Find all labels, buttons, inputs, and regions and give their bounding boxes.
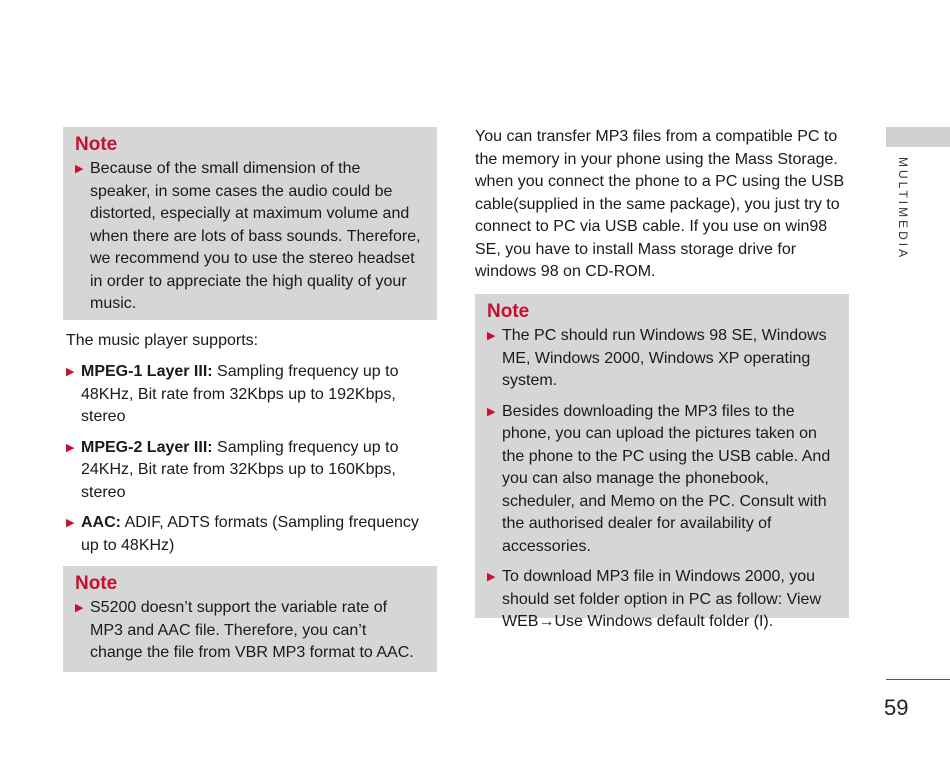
note-bullet [487, 566, 835, 634]
right-triangle-icon: ▶ [487, 330, 496, 342]
right-triangle-icon: ▶ [75, 602, 84, 614]
note-box-pc [475, 294, 849, 630]
page-number-rule [886, 679, 950, 680]
right-triangle-icon: ▶ [66, 517, 75, 529]
list-item [66, 361, 434, 429]
note-text: Besides downloading the MP3 files to the phone, you can upload the pictures taken on the phone to the PC using the USB cable. And you can also manage the phonebook, scheduler, and Memo on the PC. Consult with the authorised dealer for availability of accessories. [502, 402, 831, 555]
format-text: Sampling frequency up to 48KHz, Bit rate from 32Kbps up to 192Kbps, stereo [81, 363, 399, 425]
format-label: AAC: [81, 514, 121, 531]
right-triangle-icon: ▶ [66, 441, 75, 454]
music-player-intro: The music player supports: [66, 332, 259, 349]
note-title: Note [487, 301, 530, 322]
page-number: 59 [884, 695, 909, 720]
format-label: MPEG-2 Layer III: [81, 438, 213, 456]
note-title: Note [75, 573, 118, 594]
format-label: MPEG-1 Layer III: [81, 363, 213, 380]
note-bullet [75, 597, 423, 665]
note-text: To download MP3 file in Windows 2000, you should set folder option in PC as follow: View WEB→Use Windows default folder (I). [502, 568, 821, 630]
list-item [66, 437, 434, 505]
section-tab [886, 127, 950, 147]
note-title: Note [75, 134, 118, 155]
note-text: S5200 doesn’t support the variable rate of MP3 and AAC file. Therefore, you can’t change the file from VBR MP3 format to AAC. [90, 599, 414, 661]
note-bullet [75, 158, 423, 316]
right-triangle-icon: ▶ [487, 405, 496, 418]
section-label: MULTIMEDIA [896, 157, 910, 261]
format-text: Sampling frequency up to 24KHz, Bit rate from 32Kbps up to 160Kbps, stereo [81, 438, 399, 501]
list-item [66, 512, 434, 557]
note-text: The PC should run Windows 98 SE, Windows ME, Windows 2000, Windows XP operating system. [502, 327, 827, 389]
right-triangle-icon: ▶ [66, 366, 75, 378]
note-bullet [487, 401, 835, 559]
note-bullet [487, 325, 835, 393]
note-box-speaker [63, 127, 437, 320]
mass-storage-paragraph: You can transfer MP3 files from a compatible PC to the memory in your phone using the Mass Storage. when you connect the phone to a PC using the USB cable(supplied in the same package), you just try to connect to PC via USB cable. If you use on win98 SE, you have to install Mass storage drive for windows 98 on CD-ROM. [475, 128, 845, 280]
note-text: Because of the small dimension of the speaker, in some cases the audio could be distorted, especially at maximum volume and when there are lots of bass sounds. Therefore, we recommend you to use the stereo headset in order to appreciate the high quality of your music. [90, 160, 421, 312]
format-list [66, 361, 434, 557]
format-text: ADIF, ADTS formats (Sampling frequency up to 48KHz) [81, 514, 419, 554]
right-triangle-icon: ▶ [75, 163, 84, 175]
note-box-vbr [63, 566, 437, 672]
right-triangle-icon: ▶ [487, 571, 496, 583]
